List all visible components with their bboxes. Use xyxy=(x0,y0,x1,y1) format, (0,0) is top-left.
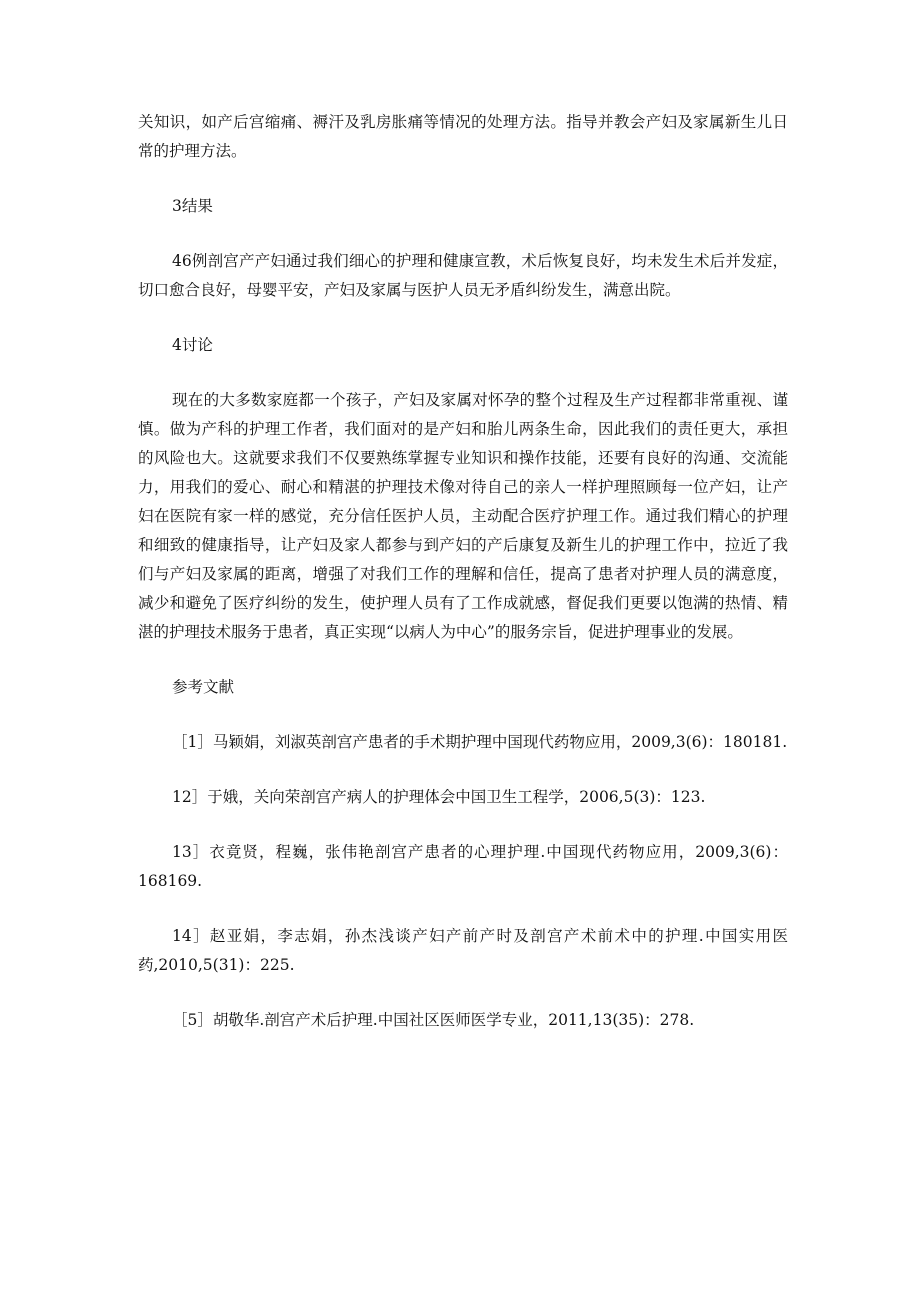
reference-item-5: ［5］胡敬华.剖宫产术后护理.中国社区医师医学专业，2011,13(35)：278. xyxy=(172,1011,695,1029)
intro-paragraph: 关知识，如产后宫缩痛、褥汗及乳房胀痛等情况的处理方法。指导并教会产妇及家属新生儿日常的护理方法。 xyxy=(138,113,788,160)
document-page xyxy=(138,108,788,1035)
section-3-body: 46例剖宫产产妇通过我们细心的护理和健康宣教，术后恢复良好，均未发生术后并发症，切口愈合良好，母婴平安，产妇及家属与医护人员无矛盾纠纷发生，满意出院。 xyxy=(138,252,788,299)
section-4-heading: 4讨论 xyxy=(172,336,213,354)
reference-item-2: 12］于娥，关向荣剖宫产病人的护理体会中国卫生工程学，2006,5(3)：123. xyxy=(172,788,706,806)
reference-item-4: 14］赵亚娟，李志娟，孙杰浅谈产妇产前产时及剖宫产术前术中的护理.中国实用医药,2010,5(31)：225. xyxy=(138,927,788,974)
references-heading: 参考文献 xyxy=(172,678,235,696)
reference-item-1: ［1］马颖娟，刘淑英剖宫产患者的手术期护理中国现代药物应用，2009,3(6)：180181. xyxy=(172,733,788,751)
reference-item-3: 13］衣竟贤，程巍，张伟艳剖宫产患者的心理护理.中国现代药物应用，2009,3(6)：168169. xyxy=(138,843,788,890)
section-4-body: 现在的大多数家庭都一个孩子，产妇及家属对怀孕的整个过程及生产过程都非常重视、谨慎。做为产科的护理工作者，我们面对的是产妇和胎儿两条生命，因此我们的责任更大，承担的风险也大。这就要求我们不仅要熟练掌握专业知识和操作技能，还要有良好的沟通、交流能力，用我们的爱心、耐心和精湛的护理技术像对待自己的亲人一样护理照顾每一位产妇，让产妇在医院有家一样的感觉，充分信任医护人员，主动配合医疗护理工作。通过我们精心的护理和细致的健康指导，让产妇及家人都参与到产妇的产后康复及新生儿的护理工作中，拉近了我们与产妇及家属的距离，增强了对我们工作的理解和信任，提高了患者对护理人员的满意度，减少和避免了医疗纠纷的发生，使护理人员有了工作成就感，督促我们更要以饱满的热情、精湛的护理技术服务于患者，真正实现“以病人为中心”的服务宗旨，促进护理事业的发展。 xyxy=(138,391,788,641)
section-3-heading: 3结果 xyxy=(172,197,213,215)
